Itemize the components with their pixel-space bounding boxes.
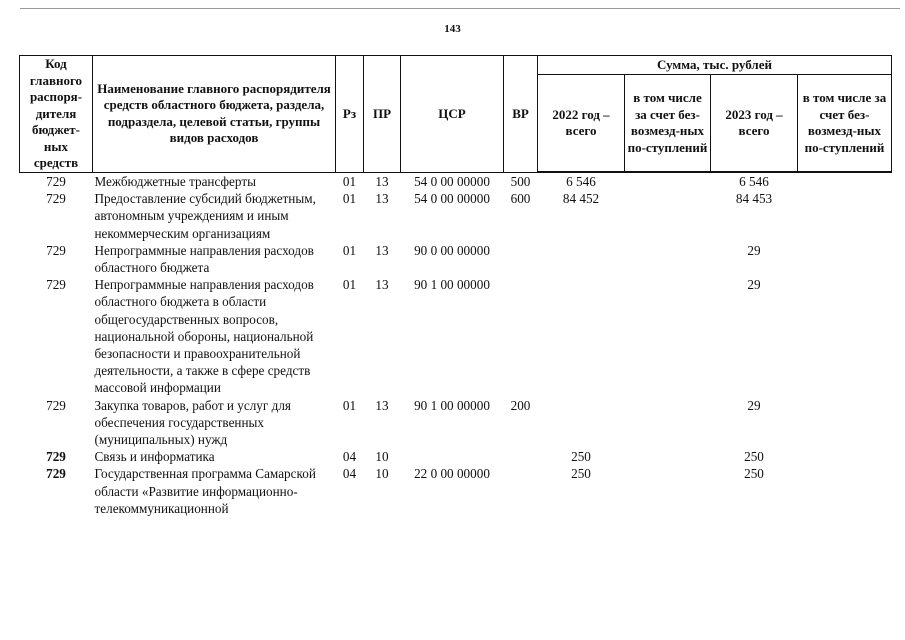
cell-2023-total: 250: [744, 466, 764, 482]
header-2023-grant: в том числе за счет без-возмезд-ных по-ступлений: [798, 75, 892, 173]
cell-csr: 54 0 00 00000: [414, 191, 490, 207]
page-number: 143: [444, 23, 461, 35]
cell-code: 729: [46, 277, 66, 293]
cell-csr: [401, 448, 504, 465]
cell-name: Непрограммные направления расходов областного бюджета: [94, 242, 314, 276]
cell-2022-total: 84 452: [562, 191, 600, 207]
cell-vr: 200: [510, 397, 531, 413]
cell-code: 729: [46, 242, 66, 258]
cell-name: Непрограммные направления расходов областного бюджета в области общегосударственных вопросов, национальной обороны, национальной безопасности и правоохранительной деятельности, а также в сфере средств массовой информации: [94, 277, 314, 396]
header-csr: ЦСР: [401, 56, 504, 173]
cell-csr: 54 0 00 00000: [414, 173, 490, 189]
cell-2022-grant: [625, 172, 711, 190]
cell-2023-grant: [798, 448, 892, 465]
cell-code: 729: [46, 466, 66, 482]
cell-2023-total: 29: [747, 242, 761, 258]
cell-2023-grant: [798, 242, 892, 276]
cell-rz: 01: [342, 277, 357, 293]
cell-code: 729: [46, 173, 66, 189]
cell-2022-total: 6 546: [566, 174, 596, 189]
cell-2022-grant: [625, 397, 711, 449]
cell-csr: 90 1 00 00000: [414, 397, 490, 413]
table-row: [20, 172, 892, 190]
cell-2023-grant: [798, 276, 892, 396]
cell-2022-grant: [625, 465, 711, 517]
cell-2022-total: 250: [571, 449, 591, 465]
header-code: Код главного распоря-дителя бюджет-ных средств: [20, 56, 93, 173]
cell-vr: [504, 465, 538, 517]
budget-table: [19, 55, 892, 517]
cell-rz: 04: [342, 466, 357, 482]
cell-name: Связь и информатика: [94, 449, 215, 465]
cell-vr: 600: [510, 191, 531, 207]
table-row: [20, 276, 892, 396]
cell-2022-grant: [625, 242, 711, 276]
cell-code: 729: [46, 191, 66, 207]
cell-2022-total: 250: [571, 466, 591, 482]
cell-name: Закупка товаров, работ и услуг для обеспечения государственных (муниципальных) нужд: [94, 397, 291, 448]
cell-2023-total: 84 453: [735, 191, 773, 207]
header-name: Наименование главного распорядителя средств областного бюджета, раздела, подраздела, целевой статьи, группы видов расходов: [93, 56, 336, 173]
cell-vr: 500: [510, 173, 531, 189]
table-body: [20, 172, 892, 517]
cell-vr: [504, 276, 538, 396]
cell-pr: 10: [375, 466, 389, 482]
cell-2023-grant: [798, 465, 892, 517]
table-row: [20, 465, 892, 517]
cell-vr: [504, 448, 538, 465]
cell-code: 729: [46, 449, 66, 465]
cell-pr: 13: [375, 242, 389, 258]
table-row: [20, 448, 892, 465]
header-vr: ВР: [504, 56, 538, 173]
cell-csr: 90 1 00 00000: [414, 277, 490, 293]
cell-rz: 01: [342, 191, 357, 207]
cell-name: Государственная программа Самарской области «Развитие информационно-телекоммуникационной: [94, 466, 316, 516]
cell-2023-grant: [798, 172, 892, 190]
header-rz: Рз: [336, 56, 364, 173]
cell-pr: 10: [375, 449, 389, 465]
cell-2023-grant: [798, 397, 892, 449]
header-row: [20, 56, 892, 75]
top-rule: [20, 8, 900, 9]
cell-2023-grant: [798, 190, 892, 242]
header-sum: Сумма, тыс. рублей: [538, 56, 892, 75]
cell-2022-total: [538, 276, 625, 396]
cell-2023-total: 29: [747, 397, 761, 413]
cell-name: Межбюджетные трансферты: [94, 173, 256, 189]
cell-2022-total: [538, 242, 625, 276]
cell-pr: 13: [375, 173, 389, 189]
cell-2022-grant: [625, 448, 711, 465]
cell-2023-total: 29: [747, 277, 761, 293]
cell-2023-total: 250: [744, 449, 764, 465]
cell-rz: 01: [342, 242, 357, 258]
cell-csr: 90 0 00 00000: [414, 242, 490, 258]
cell-2023-total: 6 546: [739, 174, 769, 189]
cell-name: Предоставление субсидий бюджетным, автономным учреждениям и иным некоммерческим организациям: [94, 191, 316, 241]
header-2023-total: 2023 год – всего: [711, 75, 798, 173]
cell-2022-total: [538, 397, 625, 449]
table-row: [20, 190, 892, 242]
cell-pr: 13: [375, 191, 389, 207]
cell-csr: 22 0 00 00000: [414, 466, 490, 482]
table-row: [20, 397, 892, 449]
cell-code: 729: [46, 397, 66, 413]
header-pr: ПР: [364, 56, 401, 173]
cell-pr: 13: [375, 397, 389, 413]
cell-vr: [504, 242, 538, 276]
cell-rz: 01: [342, 397, 357, 413]
cell-pr: 13: [375, 277, 389, 293]
header-2022-total: 2022 год – всего: [538, 75, 625, 173]
cell-rz: 04: [342, 449, 357, 465]
cell-2022-grant: [625, 190, 711, 242]
cell-rz: 01: [342, 173, 357, 189]
header-2022-grant: в том числе за счет без-возмезд-ных по-ступлений: [625, 75, 711, 173]
table-row: [20, 242, 892, 276]
cell-2022-grant: [625, 276, 711, 396]
